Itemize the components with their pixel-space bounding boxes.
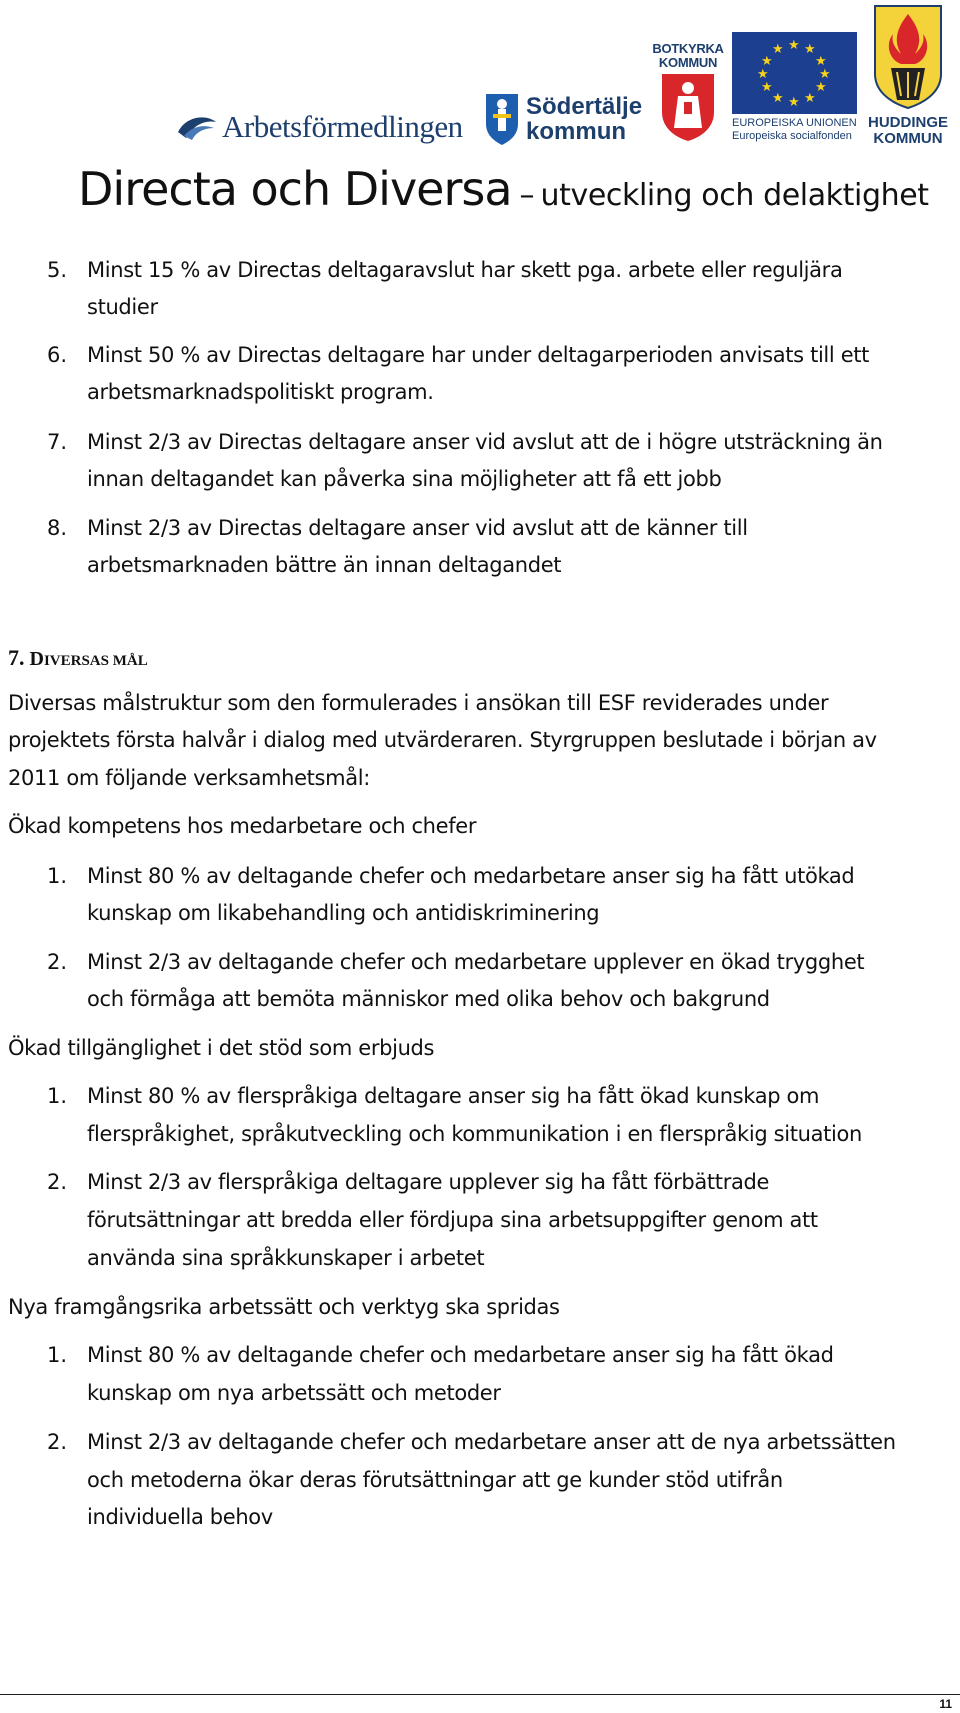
list-item-number: 2. — [47, 950, 68, 974]
list-item-line: förutsättningar att bredda eller fördjupa sina arbetsuppgifter genom att — [87, 1208, 818, 1232]
list-item-line: kunskap om nya arbetssätt och metoder — [87, 1381, 501, 1405]
arbetsformedlingen-logo — [176, 104, 482, 150]
paragraph-line: Diversas målstruktur som den formulerades i ansökan till ESF reviderades under — [8, 691, 829, 715]
list-item-line: Minst 50 % av Directas deltagare har under deltagarperioden anvisats till ett — [87, 343, 870, 367]
huddinge-line-1: HUDDINGE — [867, 114, 948, 131]
list-item-line: innan deltagandet kan påverka sina möjligheter att få ett jobb — [87, 467, 722, 491]
sodertalje-shield-icon — [484, 92, 520, 146]
list-item-number: 2. — [47, 1430, 68, 1454]
botkyrka-logo — [648, 42, 728, 142]
paragraph-line: projektets första halvår i dialog med utvärderaren. Styrgruppen beslutade i början av — [8, 728, 877, 752]
eu-line-1: EUROPEISKA UNIONEN — [732, 117, 857, 129]
list-item-line: individuella behov — [87, 1505, 273, 1529]
list-item-line: kunskap om likabehandling och antidiskriminering — [87, 901, 600, 925]
list-item-number: 1. — [47, 1343, 68, 1367]
huddinge-logo — [864, 4, 952, 146]
list-item-line: arbetsmarknaden bättre än innan deltagandet — [87, 553, 562, 577]
sodertalje-logo — [484, 90, 646, 148]
list-item-line: Minst 15 % av Directas deltagaravslut har skett pga. arbete eller reguljära — [87, 258, 843, 282]
title-dash: – — [519, 178, 535, 213]
footer-rule — [0, 1694, 960, 1695]
arbetsformedlingen-emblem-icon — [176, 112, 218, 142]
list-item-number: 5. — [47, 258, 68, 282]
list-item-line: arbetsmarknadspolitiskt program. — [87, 380, 434, 404]
huddinge-line-2: KOMMUN — [873, 130, 943, 147]
list-item-line: Minst 2/3 av Directas deltagare anser vid avslut att de känner till — [87, 516, 748, 540]
list-item-line: och förmåga att bemöta människor med olika behov och bakgrund — [87, 987, 770, 1011]
list-item-number: 1. — [47, 1084, 68, 1108]
list-item-line: studier — [87, 295, 158, 319]
title-subtitle: utveckling och delaktighet — [540, 178, 929, 213]
list-item-line: och metoderna ökar deras förutsättningar att ge kunder stöd utifrån — [87, 1468, 783, 1492]
eu-line-2: Europeiska socialfonden — [732, 130, 852, 142]
list-item-number: 2. — [47, 1170, 68, 1194]
page-number: 11 — [939, 1697, 952, 1711]
list-item-number: 7. — [47, 430, 68, 454]
list-item-line: Minst 80 % av flerspråkiga deltagare anser sig ha fått ökad kunskap om — [87, 1084, 820, 1108]
botkyrka-shield-icon — [660, 72, 716, 142]
botkyrka-line-1: BOTKYRKA — [652, 41, 724, 56]
list-item-line: Minst 2/3 av flerspråkiga deltagare upplever sig ha fått förbättrade — [87, 1170, 770, 1194]
eu-flag-icon: ★ ★ ★ ★ ★ ★ ★ ★ ★ ★ ★ ★ — [732, 32, 857, 114]
eu-logo — [732, 32, 864, 144]
sodertalje-line-1: Södertälje — [526, 93, 643, 120]
section-heading-rest: IVERSAS MÅL — [43, 653, 148, 669]
list-item-line: Minst 2/3 av deltagande chefer och medarbetare upplever en ökad trygghet — [87, 950, 865, 974]
paragraph-line: 2011 om följande verksamhetsmål: — [8, 766, 370, 790]
list-item-line: flerspråkighet, språkutveckling och kommunikation i en flerspråkig situation — [87, 1122, 862, 1146]
title-main: Directa och Diversa — [78, 162, 512, 216]
section-heading-initial: D — [29, 648, 44, 670]
group-heading: Ökad tillgänglighet i det stöd som erbjuds — [8, 1036, 435, 1060]
list-item-line: Minst 2/3 av Directas deltagare anser vid avslut att de i högre utsträckning än — [87, 430, 883, 454]
page-title — [78, 162, 929, 216]
section-number: 7. — [8, 645, 25, 670]
list-item-line: Minst 80 % av deltagande chefer och medarbetare anser sig ha fått ökad — [87, 1343, 834, 1367]
huddinge-shield-icon — [871, 4, 945, 110]
list-item-number: 8. — [47, 516, 68, 540]
group-heading: Nya framgångsrika arbetssätt och verktyg ska spridas — [8, 1295, 560, 1319]
list-item-line: Minst 80 % av deltagande chefer och medarbetare anser sig ha fått utökad — [87, 864, 855, 888]
list-item-number: 6. — [47, 343, 68, 367]
list-item-line: använda sina språkkunskaper i arbetet — [87, 1246, 485, 1270]
section-heading — [8, 645, 148, 671]
botkyrka-line-2: KOMMUN — [658, 55, 718, 70]
sodertalje-line-2: kommun — [526, 118, 627, 145]
list-item-number: 1. — [47, 864, 68, 888]
arbetsformedlingen-wordmark: Arbetsförmedlingen — [222, 109, 463, 144]
logo-band — [0, 0, 960, 150]
list-item-line: Minst 2/3 av deltagande chefer och medarbetare anser att de nya arbetssätten — [87, 1430, 896, 1454]
group-heading: Ökad kompetens hos medarbetare och chefer — [8, 814, 477, 838]
